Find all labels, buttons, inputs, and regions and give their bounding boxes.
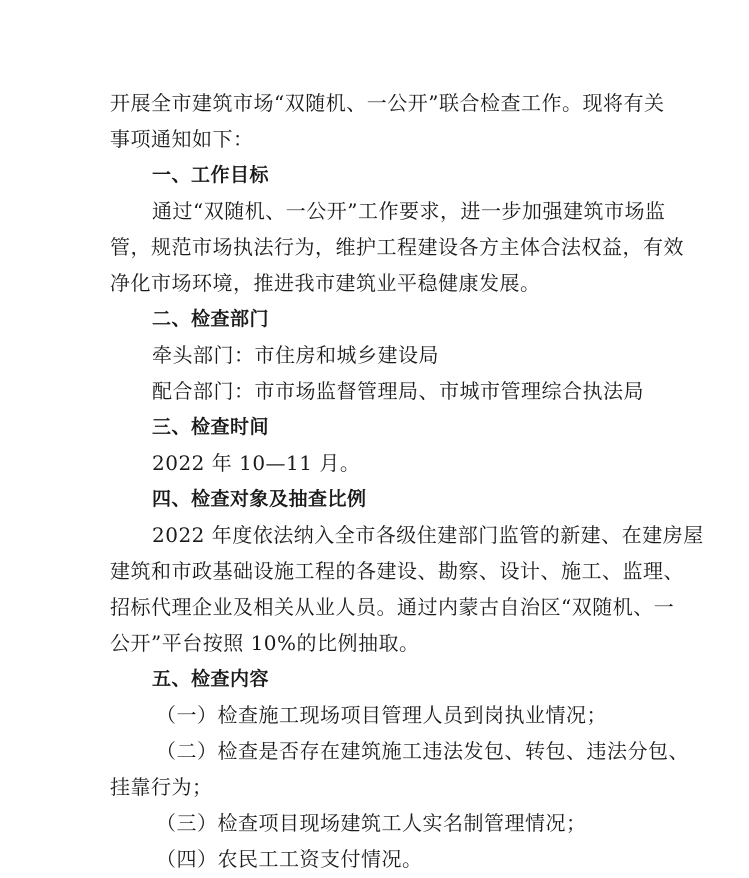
- paragraph-line: 建筑和市政基础设施工程的各建设、勘察、设计、施工、监理、: [110, 559, 684, 583]
- section-heading-time: 三、检查时间: [152, 416, 270, 438]
- paragraph-line: 2022 年度依法纳入全市各级住建部门监管的新建、在建房屋: [152, 523, 704, 547]
- paragraph-line: 通过“双随机、一公开”工作要求，进一步加强建筑市场监: [152, 199, 666, 223]
- intro-line-1: 开展全市建筑市场“双随机、一公开”联合检查工作。现将有关: [110, 91, 665, 115]
- paragraph-line: 公开”平台按照 10%的比例抽取。: [110, 631, 420, 655]
- cooperating-department-line: 配合部门：市市场监督管理局、市城市管理综合执法局: [152, 379, 644, 403]
- intro-line-2: 事项通知如下：: [110, 127, 254, 151]
- list-item: （三）检查项目现场建筑工人实名制管理情况；: [156, 811, 587, 835]
- section-heading-goals: 一、工作目标: [152, 164, 270, 186]
- lead-department-line: 牵头部门：市住房和城乡建设局: [152, 343, 439, 367]
- section-heading-departments: 二、检查部门: [152, 308, 270, 330]
- section-heading-content: 五、检查内容: [152, 668, 270, 690]
- list-item-continuation: 挂靠行为；: [110, 775, 213, 799]
- list-item: （四）农民工工资支付情况。: [156, 847, 423, 871]
- paragraph-line: 净化市场环境，推进我市建筑业平稳健康发展。: [110, 271, 541, 295]
- paragraph-line: 管，规范市场执法行为，维护工程建设各方主体合法权益，有效: [110, 235, 684, 259]
- inspection-time-line: 2022 年 10—11 月。: [152, 451, 361, 475]
- section-heading-targets: 四、检查对象及抽查比例: [152, 488, 367, 510]
- paragraph-line: 招标代理企业及相关从业人员。通过内蒙古自治区“双随机、一: [110, 595, 675, 619]
- list-item: （二）检查是否存在建筑施工违法发包、转包、违法分包、: [156, 739, 689, 763]
- list-item: （一）检查施工现场项目管理人员到岗执业情况；: [156, 703, 607, 727]
